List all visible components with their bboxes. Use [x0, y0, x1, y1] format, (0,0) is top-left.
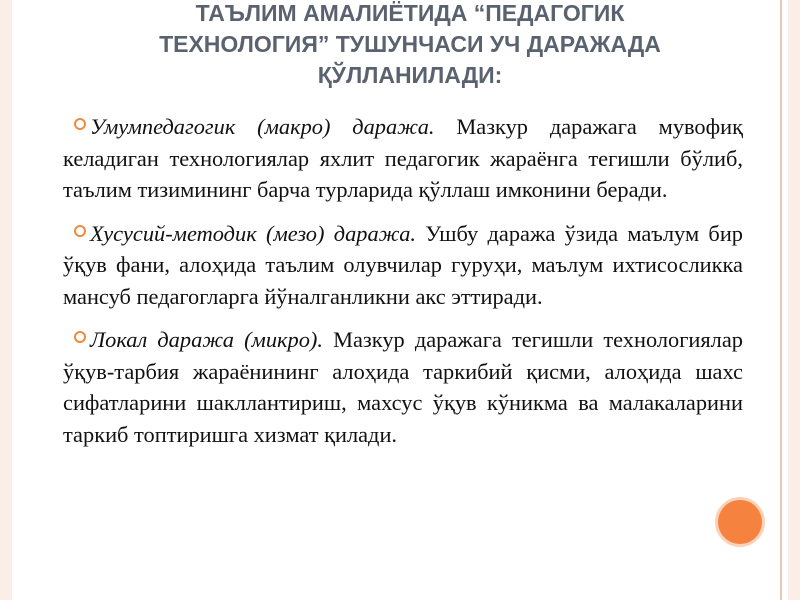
slide-border-line: [780, 0, 782, 600]
title-line-2: ТЕХНОЛОГИЯ” ТУШУНЧАСИ УЧ ДАРАЖАДА: [159, 31, 661, 57]
bullet-ring-icon: [74, 118, 86, 130]
title-line-1: ТАЪЛИМ АМАЛИЁТИДА “ПЕДАГОГИК: [195, 0, 625, 26]
title-line-3: ҚЎЛЛАНИЛАДИ:: [317, 62, 503, 88]
slide-title: [60, 0, 760, 91]
list-item: [63, 111, 743, 206]
item-text: Ушбу даража ўзида маълум бир ўқув фани, алоҳида таълим олувчилар гуруҳи, маълум ихтисосликка мансуб педагогларга йўналганликни акс эттиради.: [63, 220, 743, 309]
bullet-ring-icon: [74, 225, 86, 237]
item-text: Мазкур даражага тегишли технологиялар ўқув-тарбия жараёнининг алоҳида таркибий қисми, алоҳида шахс сифатларини шакллантириш, махсус ўқув кўникма ва малакаларини таркиб топтиришга хизмат қилади.: [63, 327, 743, 447]
item-text: Мазкур даражага мувофиқ келадиган технологиялар яхлит педагогик жараёнга тегишли бўлиб, таълим тизимининг барча турларида қўллаш имконини беради.: [63, 114, 743, 202]
item-term: Локал даража (микро).: [90, 327, 323, 352]
decorative-circle: [718, 500, 762, 544]
bullet-ring-icon: [74, 331, 86, 343]
list-item: [63, 218, 743, 313]
item-term: Хусусий-методик (мезо) даража.: [90, 220, 417, 246]
list-item: [63, 324, 743, 450]
bullet-list: [63, 111, 743, 462]
item-term: Умумпедагогик (макро) даража.: [90, 114, 435, 139]
